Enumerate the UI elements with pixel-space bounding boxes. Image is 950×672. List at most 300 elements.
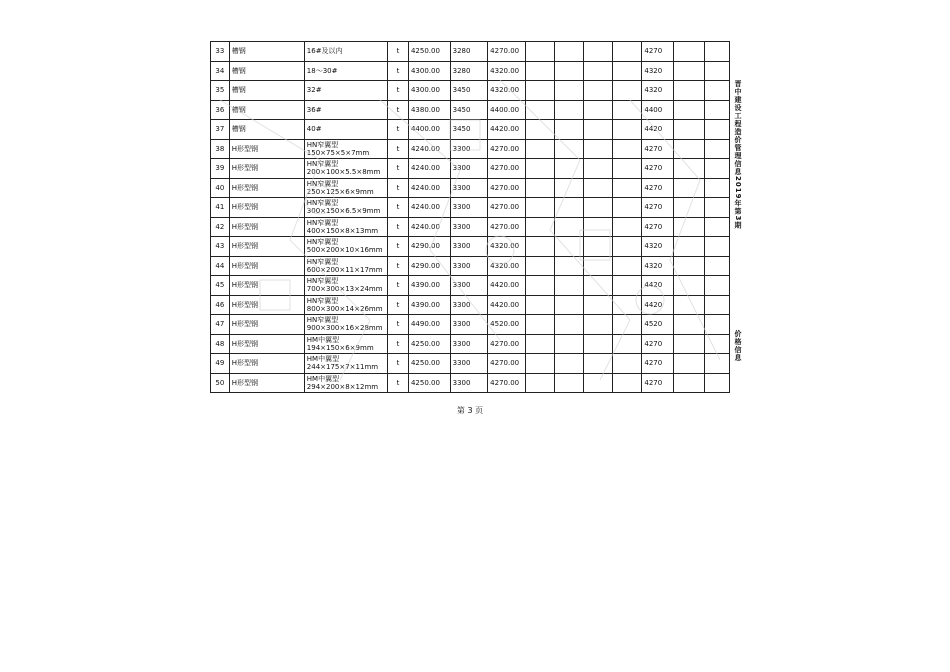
spec-line-1: HN窄翼型 <box>306 179 339 188</box>
empty-cell <box>704 159 729 179</box>
material-spec <box>304 315 387 335</box>
price-2: 3300 <box>450 276 488 296</box>
price-2: 3300 <box>450 159 488 179</box>
price-2: 3300 <box>450 295 488 315</box>
material-name: H形型钢 <box>229 276 304 296</box>
price-4: 4320 <box>642 61 673 81</box>
empty-cell <box>584 100 613 120</box>
empty-cell <box>584 237 613 257</box>
material-spec <box>304 237 387 257</box>
price-1: 4490.00 <box>408 315 450 335</box>
empty-cell <box>673 42 704 62</box>
empty-cell <box>525 373 554 393</box>
price-3: 4270.00 <box>488 139 526 159</box>
spec-line-1: HN窄翼型 <box>306 277 339 286</box>
unit: t <box>388 100 409 120</box>
unit: t <box>388 373 409 393</box>
price-2: 3300 <box>450 315 488 335</box>
empty-cell <box>554 373 583 393</box>
material-name: H形型钢 <box>229 178 304 198</box>
empty-cell <box>673 373 704 393</box>
empty-cell <box>704 276 729 296</box>
empty-cell <box>673 217 704 237</box>
price-3: 4320.00 <box>488 256 526 276</box>
side-subtitle: 价格信息 <box>734 330 742 362</box>
price-1: 4240.00 <box>408 198 450 218</box>
empty-cell <box>525 120 554 140</box>
empty-cell <box>584 61 613 81</box>
material-spec <box>304 61 387 81</box>
empty-cell <box>525 42 554 62</box>
row-number: 45 <box>211 276 230 296</box>
spec-line-1: HM中翼型 <box>306 374 340 383</box>
price-2: 3300 <box>450 217 488 237</box>
price-4: 4400 <box>642 100 673 120</box>
material-name: 槽钢 <box>229 100 304 120</box>
empty-cell <box>584 295 613 315</box>
row-number: 42 <box>211 217 230 237</box>
price-1: 4250.00 <box>408 373 450 393</box>
price-2: 3300 <box>450 178 488 198</box>
empty-cell <box>584 334 613 354</box>
price-2: 3300 <box>450 256 488 276</box>
empty-cell <box>613 61 642 81</box>
table-row <box>211 139 730 159</box>
spec-line-2: 244×175×7×11mm <box>306 363 379 372</box>
empty-cell <box>525 334 554 354</box>
empty-cell <box>613 178 642 198</box>
empty-cell <box>704 61 729 81</box>
spec-line-2: 800×300×14×26mm <box>306 304 383 313</box>
empty-cell <box>704 256 729 276</box>
empty-cell <box>613 315 642 335</box>
spec-line-1: HN窄翼型 <box>306 140 339 149</box>
empty-cell <box>525 159 554 179</box>
spec-line-1: HM中翼型 <box>306 355 340 364</box>
empty-cell <box>554 295 583 315</box>
empty-cell <box>673 61 704 81</box>
empty-cell <box>554 276 583 296</box>
empty-cell <box>525 61 554 81</box>
material-spec <box>304 334 387 354</box>
empty-cell <box>584 42 613 62</box>
price-3: 4270.00 <box>488 198 526 218</box>
empty-cell <box>704 354 729 374</box>
spec-line-1: HN窄翼型 <box>306 316 339 325</box>
empty-cell <box>554 315 583 335</box>
price-2: 3300 <box>450 334 488 354</box>
price-2: 3450 <box>450 81 488 101</box>
material-name: H形型钢 <box>229 237 304 257</box>
table-row <box>211 334 730 354</box>
price-1: 4290.00 <box>408 256 450 276</box>
unit: t <box>388 354 409 374</box>
empty-cell <box>673 256 704 276</box>
empty-cell <box>613 139 642 159</box>
empty-cell <box>584 276 613 296</box>
spec-line-1: HN窄翼型 <box>306 257 339 266</box>
spec-line-1: HN窄翼型 <box>306 238 339 247</box>
empty-cell <box>613 100 642 120</box>
table-row <box>211 373 730 393</box>
empty-cell <box>525 217 554 237</box>
material-name: H形型钢 <box>229 334 304 354</box>
empty-cell <box>554 139 583 159</box>
spec-line-2: 250×125×6×9mm <box>306 187 374 196</box>
spec-line-2: 600×200×11×17mm <box>306 265 383 274</box>
spec-line-1: 16#及以内 <box>306 47 343 56</box>
price-3: 4420.00 <box>488 295 526 315</box>
material-name: H形型钢 <box>229 198 304 218</box>
price-3: 4420.00 <box>488 276 526 296</box>
empty-cell <box>704 373 729 393</box>
table-row <box>211 315 730 335</box>
empty-cell <box>613 217 642 237</box>
empty-cell <box>673 315 704 335</box>
empty-cell <box>584 120 613 140</box>
table-row <box>211 295 730 315</box>
row-number: 49 <box>211 354 230 374</box>
empty-cell <box>525 198 554 218</box>
material-spec <box>304 256 387 276</box>
empty-cell <box>554 354 583 374</box>
empty-cell <box>704 295 729 315</box>
empty-cell <box>673 198 704 218</box>
empty-cell <box>584 198 613 218</box>
empty-cell <box>525 354 554 374</box>
spec-line-2: 150×75×5×7mm <box>306 148 370 157</box>
empty-cell <box>554 217 583 237</box>
price-3: 4320.00 <box>488 81 526 101</box>
material-spec <box>304 354 387 374</box>
table-body <box>211 42 730 393</box>
spec-line-2: 300×150×6.5×9mm <box>306 207 381 216</box>
empty-cell <box>525 295 554 315</box>
material-name: H形型钢 <box>229 354 304 374</box>
row-number: 48 <box>211 334 230 354</box>
price-4: 4270 <box>642 178 673 198</box>
material-name: H形型钢 <box>229 373 304 393</box>
price-4: 4270 <box>642 139 673 159</box>
price-4: 4270 <box>642 217 673 237</box>
table-row <box>211 198 730 218</box>
empty-cell <box>584 178 613 198</box>
unit: t <box>388 198 409 218</box>
material-name: H形型钢 <box>229 139 304 159</box>
empty-cell <box>704 139 729 159</box>
empty-cell <box>673 120 704 140</box>
price-1: 4380.00 <box>408 100 450 120</box>
empty-cell <box>584 159 613 179</box>
unit: t <box>388 159 409 179</box>
price-table <box>210 41 730 393</box>
price-3: 4420.00 <box>488 120 526 140</box>
empty-cell <box>525 237 554 257</box>
row-number: 43 <box>211 237 230 257</box>
price-1: 4390.00 <box>408 276 450 296</box>
price-4: 4270 <box>642 198 673 218</box>
page-number: 第 3 页 <box>456 406 484 415</box>
price-1: 4290.00 <box>408 237 450 257</box>
material-name: H形型钢 <box>229 295 304 315</box>
empty-cell <box>584 373 613 393</box>
empty-cell <box>613 159 642 179</box>
price-2: 3300 <box>450 373 488 393</box>
spec-line-2: 200×100×5.5×8mm <box>306 168 381 177</box>
price-2: 3450 <box>450 120 488 140</box>
spec-line-1: HN窄翼型 <box>306 199 339 208</box>
material-name: H形型钢 <box>229 315 304 335</box>
unit: t <box>388 276 409 296</box>
price-4: 4520 <box>642 315 673 335</box>
price-3: 4270.00 <box>488 42 526 62</box>
empty-cell <box>613 81 642 101</box>
empty-cell <box>673 178 704 198</box>
price-1: 4240.00 <box>408 178 450 198</box>
empty-cell <box>613 276 642 296</box>
table-row <box>211 217 730 237</box>
spec-line-1: 32# <box>306 86 322 95</box>
material-name: 槽钢 <box>229 61 304 81</box>
empty-cell <box>613 256 642 276</box>
empty-cell <box>673 100 704 120</box>
unit: t <box>388 120 409 140</box>
table-row <box>211 159 730 179</box>
empty-cell <box>584 81 613 101</box>
empty-cell <box>673 81 704 101</box>
empty-cell <box>704 217 729 237</box>
spec-line-2: 294×200×8×12mm <box>306 382 379 391</box>
spec-line-1: HM中翼型 <box>306 335 340 344</box>
price-4: 4420 <box>642 276 673 296</box>
price-1: 4400.00 <box>408 120 450 140</box>
table-row <box>211 354 730 374</box>
material-spec <box>304 100 387 120</box>
empty-cell <box>704 334 729 354</box>
empty-cell <box>554 42 583 62</box>
material-name: 槽钢 <box>229 120 304 140</box>
unit: t <box>388 217 409 237</box>
empty-cell <box>673 295 704 315</box>
empty-cell <box>584 354 613 374</box>
material-spec <box>304 159 387 179</box>
unit: t <box>388 334 409 354</box>
empty-cell <box>525 178 554 198</box>
table-row <box>211 276 730 296</box>
table-row <box>211 120 730 140</box>
empty-cell <box>584 315 613 335</box>
row-number: 47 <box>211 315 230 335</box>
empty-cell <box>704 81 729 101</box>
empty-cell <box>554 237 583 257</box>
price-4: 4320 <box>642 256 673 276</box>
empty-cell <box>613 42 642 62</box>
price-4: 4270 <box>642 373 673 393</box>
material-name: H形型钢 <box>229 256 304 276</box>
table-row <box>211 256 730 276</box>
empty-cell <box>525 315 554 335</box>
empty-cell <box>554 178 583 198</box>
row-number: 38 <box>211 139 230 159</box>
price-1: 4250.00 <box>408 354 450 374</box>
empty-cell <box>525 100 554 120</box>
price-2: 3300 <box>450 198 488 218</box>
table-row <box>211 61 730 81</box>
empty-cell <box>673 237 704 257</box>
empty-cell <box>554 159 583 179</box>
price-4: 4270 <box>642 354 673 374</box>
spec-line-1: 18～30# <box>306 66 338 75</box>
unit: t <box>388 178 409 198</box>
price-3: 4270.00 <box>488 373 526 393</box>
price-4: 4270 <box>642 159 673 179</box>
price-3: 4270.00 <box>488 334 526 354</box>
price-4: 4270 <box>642 42 673 62</box>
empty-cell <box>525 139 554 159</box>
price-2: 3280 <box>450 42 488 62</box>
price-4: 4420 <box>642 295 673 315</box>
empty-cell <box>584 217 613 237</box>
table-row <box>211 81 730 101</box>
price-1: 4240.00 <box>408 217 450 237</box>
unit: t <box>388 315 409 335</box>
empty-cell <box>554 334 583 354</box>
table-row <box>211 237 730 257</box>
empty-cell <box>613 120 642 140</box>
empty-cell <box>613 334 642 354</box>
unit: t <box>388 81 409 101</box>
empty-cell <box>673 334 704 354</box>
spec-line-1: 36# <box>306 105 322 114</box>
row-number: 44 <box>211 256 230 276</box>
spec-line-2: 500×200×10×16mm <box>306 246 383 255</box>
side-title: 晋中建设工程造价管理信息2019年第3期 <box>734 80 742 230</box>
table-row <box>211 178 730 198</box>
empty-cell <box>584 256 613 276</box>
empty-cell <box>554 100 583 120</box>
material-spec <box>304 198 387 218</box>
empty-cell <box>525 81 554 101</box>
price-3: 4270.00 <box>488 354 526 374</box>
unit: t <box>388 237 409 257</box>
empty-cell <box>554 61 583 81</box>
material-spec <box>304 81 387 101</box>
empty-cell <box>613 237 642 257</box>
table-row <box>211 100 730 120</box>
empty-cell <box>704 315 729 335</box>
empty-cell <box>704 120 729 140</box>
empty-cell <box>673 159 704 179</box>
price-3: 4400.00 <box>488 100 526 120</box>
price-1: 4250.00 <box>408 334 450 354</box>
price-2: 3300 <box>450 354 488 374</box>
material-spec <box>304 42 387 62</box>
spec-line-2: 900×300×16×28mm <box>306 324 383 333</box>
empty-cell <box>613 373 642 393</box>
row-number: 40 <box>211 178 230 198</box>
row-number: 41 <box>211 198 230 218</box>
empty-cell <box>704 178 729 198</box>
material-spec <box>304 120 387 140</box>
price-1: 4250.00 <box>408 42 450 62</box>
price-3: 4270.00 <box>488 178 526 198</box>
material-name: H形型钢 <box>229 217 304 237</box>
empty-cell <box>704 198 729 218</box>
price-3: 4270.00 <box>488 159 526 179</box>
empty-cell <box>525 276 554 296</box>
empty-cell <box>554 120 583 140</box>
price-1: 4240.00 <box>408 139 450 159</box>
price-3: 4320.00 <box>488 61 526 81</box>
row-number: 34 <box>211 61 230 81</box>
row-number: 35 <box>211 81 230 101</box>
material-spec <box>304 295 387 315</box>
material-name: H形型钢 <box>229 159 304 179</box>
price-1: 4300.00 <box>408 81 450 101</box>
row-number: 50 <box>211 373 230 393</box>
price-2: 3280 <box>450 61 488 81</box>
empty-cell <box>613 198 642 218</box>
price-2: 3300 <box>450 237 488 257</box>
empty-cell <box>673 139 704 159</box>
material-spec <box>304 217 387 237</box>
empty-cell <box>584 139 613 159</box>
empty-cell <box>554 81 583 101</box>
price-2: 3300 <box>450 139 488 159</box>
empty-cell <box>673 276 704 296</box>
price-4: 4270 <box>642 334 673 354</box>
spec-line-2: 194×150×6×9mm <box>306 343 374 352</box>
spec-line-2: 700×300×13×24mm <box>306 285 383 294</box>
unit: t <box>388 42 409 62</box>
unit: t <box>388 256 409 276</box>
material-spec <box>304 373 387 393</box>
unit: t <box>388 295 409 315</box>
empty-cell <box>554 198 583 218</box>
spec-line-2: 400×150×8×13mm <box>306 226 379 235</box>
spec-line-1: 40# <box>306 125 322 134</box>
empty-cell <box>673 354 704 374</box>
price-3: 4320.00 <box>488 237 526 257</box>
price-3: 4520.00 <box>488 315 526 335</box>
unit: t <box>388 61 409 81</box>
empty-cell <box>704 42 729 62</box>
empty-cell <box>704 100 729 120</box>
price-1: 4240.00 <box>408 159 450 179</box>
empty-cell <box>613 354 642 374</box>
spec-line-1: HN窄翼型 <box>306 218 339 227</box>
price-1: 4300.00 <box>408 61 450 81</box>
material-spec <box>304 276 387 296</box>
spec-line-1: HN窄翼型 <box>306 160 339 169</box>
row-number: 37 <box>211 120 230 140</box>
table-row <box>211 42 730 62</box>
row-number: 46 <box>211 295 230 315</box>
spec-line-1: HN窄翼型 <box>306 296 339 305</box>
row-number: 39 <box>211 159 230 179</box>
row-number: 33 <box>211 42 230 62</box>
price-1: 4390.00 <box>408 295 450 315</box>
price-4: 4320 <box>642 81 673 101</box>
price-3: 4270.00 <box>488 217 526 237</box>
row-number: 36 <box>211 100 230 120</box>
material-spec <box>304 178 387 198</box>
price-4: 4420 <box>642 120 673 140</box>
unit: t <box>388 139 409 159</box>
material-spec <box>304 139 387 159</box>
empty-cell <box>554 256 583 276</box>
price-2: 3450 <box>450 100 488 120</box>
